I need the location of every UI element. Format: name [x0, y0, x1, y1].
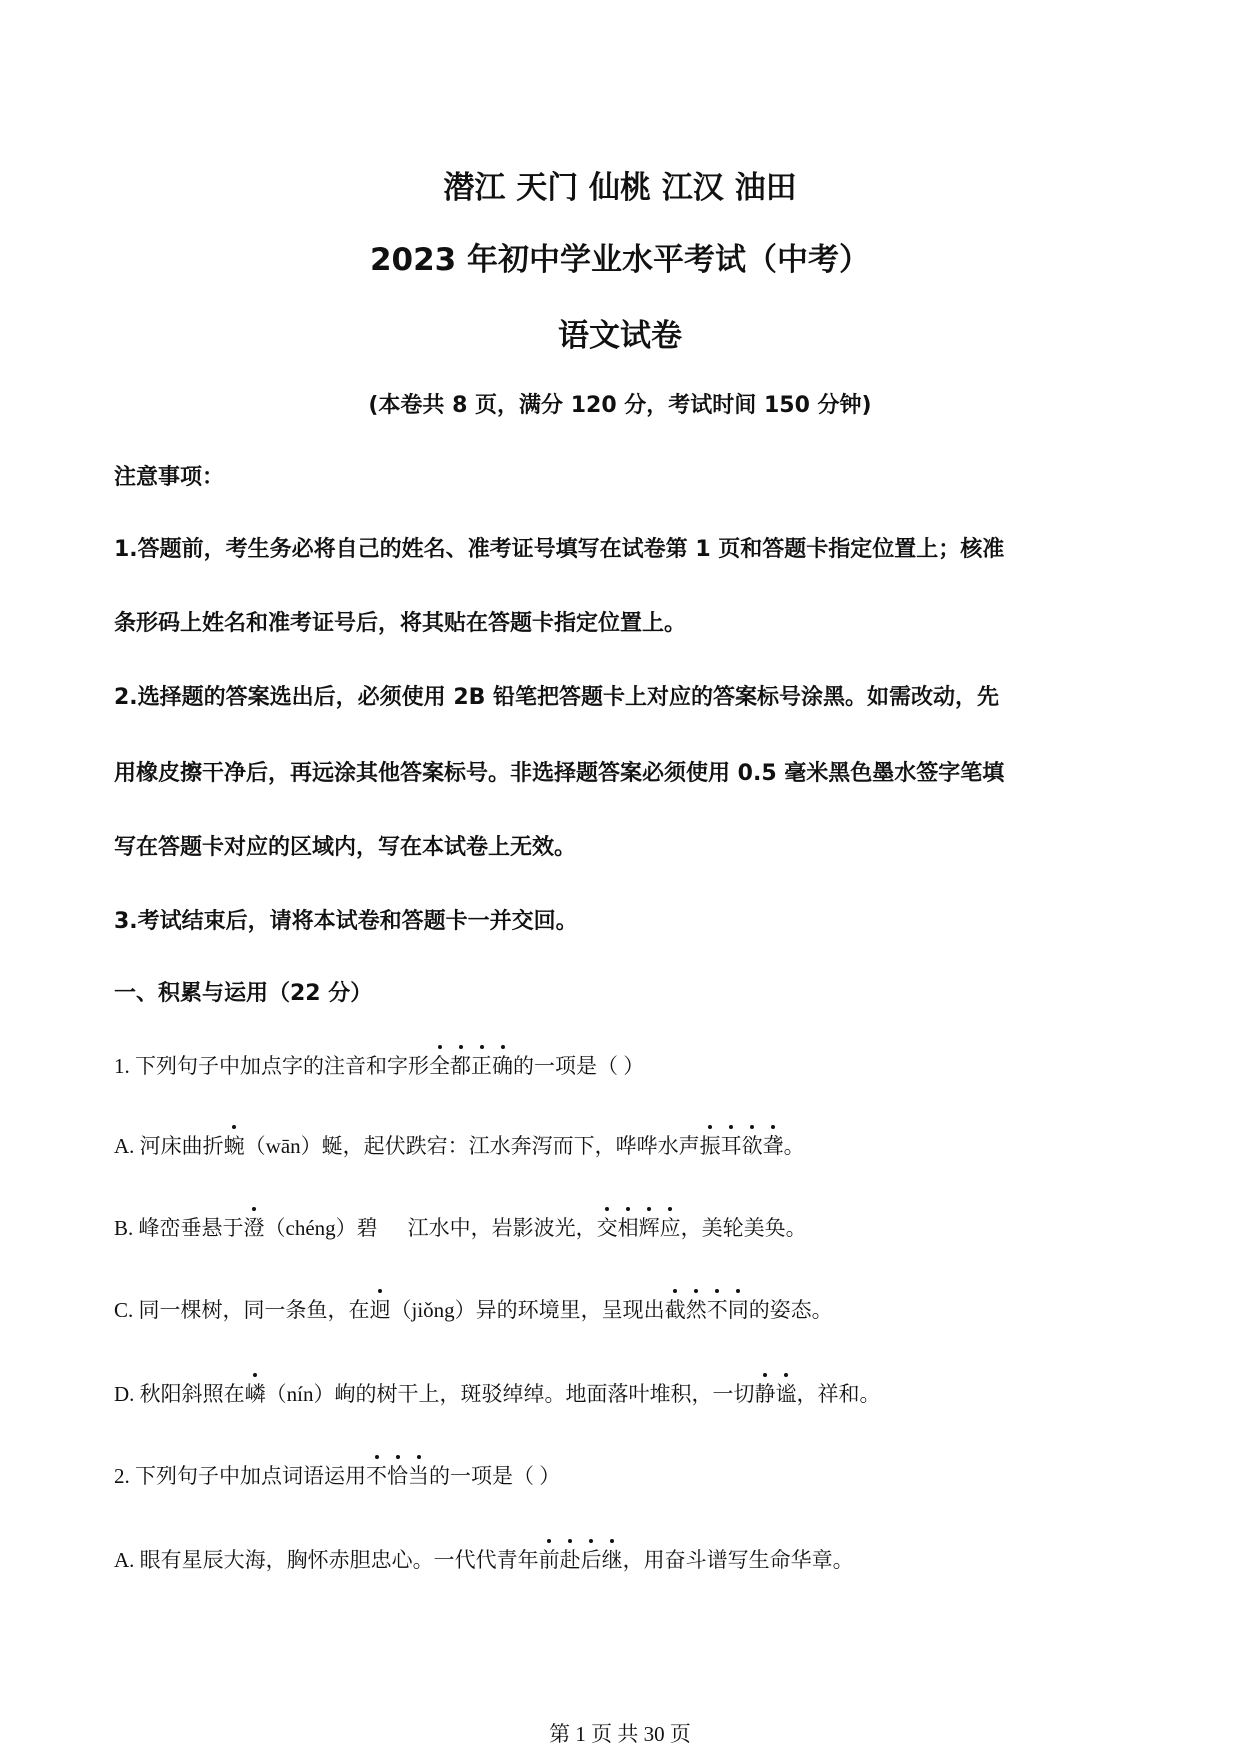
- question-2-option-a: A. 眼有星辰大海，胸怀赤胆忠心。一代代青年前赴后继，用奋斗谱写生命华章。: [114, 1544, 854, 1574]
- dotted-char: 同: [728, 1294, 749, 1324]
- dotted-char: 恰: [387, 1460, 408, 1490]
- dotted-char: 全: [429, 1050, 450, 1080]
- dotted-char: 不: [366, 1460, 387, 1490]
- notes-heading: 注意事项：: [114, 465, 225, 490]
- question-1-option-d: D. 秋阳斜照在嶙（nín）峋的树干上，斑驳绰绰。地面落叶堆积，一切静谧，祥和。: [114, 1378, 881, 1408]
- dotted-char: 交: [597, 1212, 618, 1242]
- question-1-option-c: C. 同一棵树，同一条鱼，在迥（jiǒng）异的环境里，呈现出截然不同的姿态。: [114, 1294, 833, 1324]
- dotted-char: 欲: [742, 1130, 763, 1160]
- dotted-char: 澄: [244, 1212, 265, 1242]
- dotted-char: 辉: [639, 1212, 660, 1242]
- dotted-char: 耳: [721, 1130, 742, 1160]
- subject-title: 语文试卷: [558, 318, 682, 354]
- dotted-char: 正: [471, 1050, 492, 1080]
- exam-info: (本卷共 8 页，满分 120 分，考试时间 150 分钟): [368, 393, 872, 418]
- dotted-char: 谧: [776, 1378, 797, 1408]
- note-1-line-2: 条形码上姓名和准考证号后，将其贴在答题卡指定位置上。: [114, 611, 687, 636]
- dotted-char: 不: [707, 1294, 728, 1324]
- exam-title: 2023 年初中学业水平考试（中考）: [369, 242, 871, 278]
- dotted-char: 后: [581, 1544, 602, 1574]
- section-1-heading: 一、积累与运用（22 分）: [114, 981, 373, 1006]
- dotted-char: 静: [755, 1378, 776, 1408]
- dotted-char: 赴: [560, 1544, 581, 1574]
- note-3: 3.考试结束后，请将本试卷和答题卡一并交回。: [114, 909, 578, 934]
- dotted-char: 前: [539, 1544, 560, 1574]
- note-2-line-3: 写在答题卡对应的区域内，写在本试卷上无效。: [114, 835, 577, 860]
- question-1-option-b: B. 峰峦垂悬于澄（chéng）碧 江水中，岩影波光，交相辉应，美轮美奂。: [114, 1212, 807, 1242]
- dotted-char: 都: [450, 1050, 471, 1080]
- dotted-char: 然: [686, 1294, 707, 1324]
- dotted-char: 继: [602, 1544, 623, 1574]
- dotted-char: 聋: [763, 1130, 784, 1160]
- dotted-char: 当: [408, 1460, 429, 1490]
- dotted-char: 嶙: [245, 1378, 266, 1408]
- dotted-char: 振: [700, 1130, 721, 1160]
- page-footer: 第 1 页 共 30 页: [549, 1722, 691, 1746]
- dotted-char: 蜿: [224, 1130, 245, 1160]
- dotted-char: 截: [665, 1294, 686, 1324]
- question-2: 2. 下列句子中加点词语运用不恰当的一项是（ ）: [114, 1460, 560, 1490]
- note-2-line-2: 用橡皮擦干净后，再远涂其他答案标号。非选择题答案必须使用 0.5 毫米黑色墨水签字笔填: [114, 761, 1005, 786]
- note-1-line-1: 1.答题前，考生务必将自己的姓名、准考证号填写在试卷第 1 页和答题卡指定位置上；核准: [114, 537, 1005, 562]
- dotted-char: 应: [660, 1212, 681, 1242]
- dotted-char: 迥: [370, 1294, 391, 1324]
- question-1: 1. 下列句子中加点字的注音和字形全都正确的一项是（ ）: [114, 1050, 644, 1080]
- dotted-char: 确: [492, 1050, 513, 1080]
- question-1-option-a: A. 河床曲折蜿（wān）蜒，起伏跌宕：江水奔泻而下，哗哗水声振耳欲聋。: [114, 1130, 805, 1160]
- dotted-char: 相: [618, 1212, 639, 1242]
- exam-regions: 潜江 天门 仙桃 江汉 油田: [443, 170, 797, 206]
- note-2-line-1: 2.选择题的答案选出后，必须使用 2B 铅笔把答题卡上对应的答案标号涂黑。如需改动，先: [114, 685, 1000, 710]
